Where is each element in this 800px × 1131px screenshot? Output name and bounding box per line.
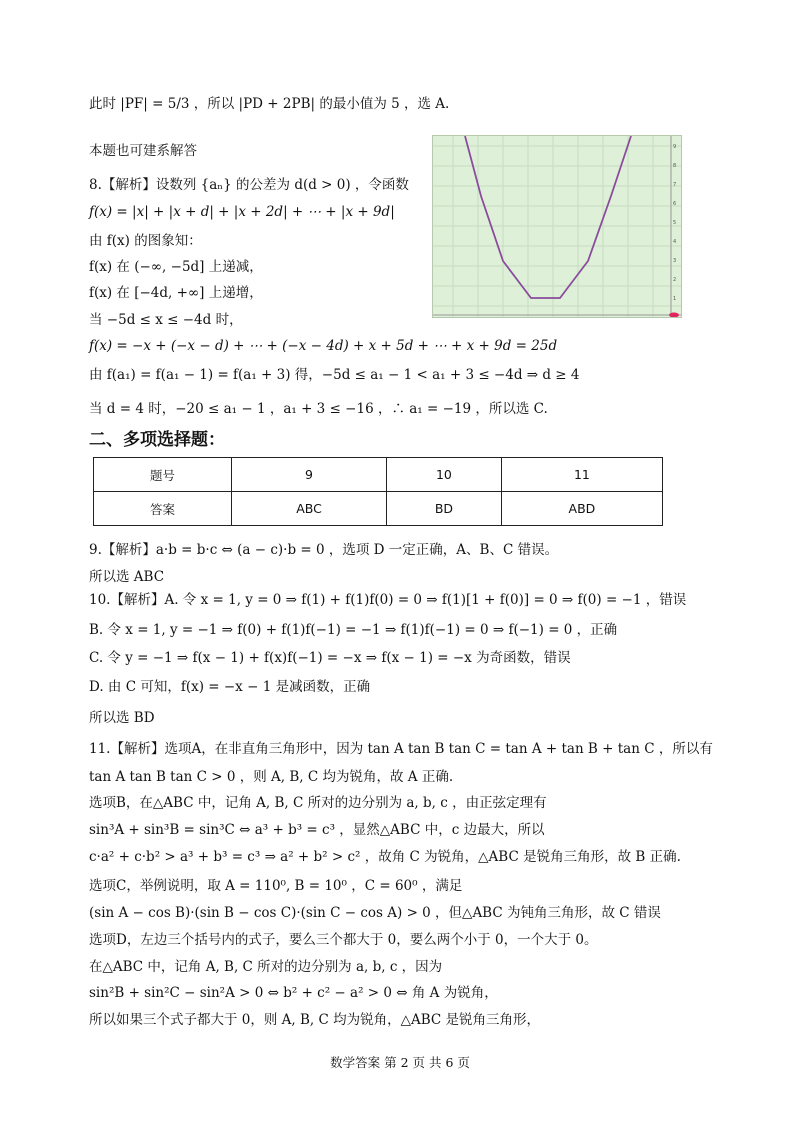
text-line: 所以选 ABC bbox=[89, 569, 165, 585]
problem-8-intro: 8.【解析】设数列 {aₙ} 的公差为 d(d > 0) ，令函数 bbox=[89, 177, 409, 193]
problem-10: 10.【解析】A. 令 x = 1, y = 0 ⇒ f(1) + f(1)f(0) = 0 ⇒ f(1)[1 + f(0)] = 0 ⇒ f(0) = −1 ，错误 bbox=[89, 592, 687, 608]
text-line: D. 由 C 可知，f(x) = −x − 1 是减函数，正确 bbox=[89, 679, 371, 695]
y-tick-label: 1 bbox=[673, 296, 677, 302]
table-cell: ABD bbox=[501, 492, 662, 526]
y-tick-label: 7 bbox=[673, 182, 677, 188]
text-line: 由 f(a₁) = f(a₁ − 1) = f(a₁ + 3) 得，−5d ≤ a₁ − 1 < a₁ + 3 ≤ −4d ⇒ d ≥ 4 bbox=[89, 367, 580, 383]
table-row bbox=[94, 458, 663, 492]
answer-table bbox=[93, 457, 663, 526]
text-line: sin³A + sin³B = sin³C ⇔ a³ + b³ = c³ ，显然△ABC 中，c 边最大，所以 bbox=[89, 822, 545, 838]
function-curve bbox=[465, 136, 631, 298]
text-line: f(x) 在 [−4d, +∞] 上递增， bbox=[89, 285, 263, 301]
text-line: 选项D，左边三个括号内的式子，要么三个都大于 0，要么两个小于 0，一个大于 0。 bbox=[89, 932, 598, 948]
table-cell: 题号 bbox=[94, 458, 232, 492]
text-line: 在△ABC 中，记角 A, B, C 所对的边分别为 a, b, c ，因为 bbox=[89, 959, 443, 975]
table-cell: 10 bbox=[387, 458, 502, 492]
text-line: 选项B，在△ABC 中，记角 A, B, C 所对的边分别为 a, b, c ，由正弦定理有 bbox=[89, 795, 547, 811]
text-line: 本题也可建系解答 bbox=[89, 143, 197, 159]
table-row bbox=[94, 492, 663, 526]
y-tick-label: 4 bbox=[673, 239, 677, 245]
text-line: 所以选 BD bbox=[89, 710, 155, 726]
y-tick-label: 3 bbox=[673, 258, 677, 264]
y-tick-label: 5 bbox=[673, 220, 677, 226]
text-line: f(x) 在 (−∞, −5d] 上递减， bbox=[89, 259, 263, 275]
problem-9: 9.【解析】a·b = b·c ⇔ (a − c)·b = 0 ，选项 D 一定正确，A、B、C 错误。 bbox=[89, 542, 559, 558]
table-cell: ABC bbox=[232, 492, 387, 526]
function-graph bbox=[432, 135, 682, 318]
table-cell: 11 bbox=[501, 458, 662, 492]
graph-svg bbox=[433, 136, 681, 317]
text-line: 当 −5d ≤ x ≤ −4d 时， bbox=[89, 312, 243, 328]
text-line: c·a² + c·b² > a³ + b³ = c³ ⇒ a² + b² > c² ，故角 C 为锐角，△ABC 是锐角三角形，故 B 正确. bbox=[89, 849, 681, 865]
y-tick-label: 8 bbox=[673, 163, 677, 169]
text-line: 所以如果三个式子都大于 0，则 A, B, C 均为锐角，△ABC 是锐角三角形， bbox=[89, 1012, 541, 1028]
text-line: 此时 |PF| = 5/3 ，所以 |PD + 2PB| 的最小值为 5 ，选 A. bbox=[89, 96, 450, 112]
text-line: (sin A − cos B)·(sin B − cos C)·(sin C − cos A) > 0 ，但△ABC 为钝角三角形，故 C 错误 bbox=[89, 905, 661, 921]
text-line: sin²B + sin²C − sin²A > 0 ⇔ b² + c² − a² > 0 ⇔ 角 A 为锐角， bbox=[89, 985, 498, 1001]
text-line: 由 f(x) 的图象知： bbox=[89, 233, 202, 249]
text-line: C. 令 y = −1 ⇒ f(x − 1) + f(x)f(−1) = −x ⇒ f(x − 1) = −x 为奇函数，错误 bbox=[89, 650, 571, 666]
page-footer: 数学答案 第 2 页 共 6 页 bbox=[330, 1055, 470, 1070]
y-tick-label: 2 bbox=[673, 277, 677, 283]
text-line: B. 令 x = 1, y = −1 ⇒ f(0) + f(1)f(−1) = −1 ⇒ f(1)f(−1) = 0 ⇒ f(−1) = 0 ，正确 bbox=[89, 622, 618, 638]
y-tick-label: 9 bbox=[673, 144, 677, 150]
y-tick-label: 6 bbox=[673, 201, 677, 207]
formula-line: f(x) = |x| + |x + d| + |x + 2d| + ⋯ + |x + 9d| bbox=[89, 204, 395, 220]
section-heading: 二、多项选择题： bbox=[89, 430, 225, 450]
text-line: 选项C，举例说明，取 A = 110⁰, B = 10⁰ ，C = 60⁰ ，满足 bbox=[89, 878, 463, 894]
text-line: tan A tan B tan C > 0 ，则 A, B, C 均为锐角，故 A 正确. bbox=[89, 769, 454, 785]
formula-line: f(x) = −x + (−x − d) + ⋯ + (−x − 4d) + x + 5d + ⋯ + x + 9d = 25d bbox=[89, 338, 558, 354]
problem-11: 11.【解析】选项A，在非直角三角形中，因为 tan A tan B tan C = tan A + tan B + tan C ，所以有 bbox=[89, 741, 713, 757]
text-line: 当 d = 4 时，−20 ≤ a₁ − 1 ，a₁ + 3 ≤ −16 ，∴ a₁ = −19 ，所以选 C. bbox=[89, 401, 548, 417]
table-cell: 9 bbox=[232, 458, 387, 492]
table-cell: BD bbox=[387, 492, 502, 526]
table-cell: 答案 bbox=[94, 492, 232, 526]
